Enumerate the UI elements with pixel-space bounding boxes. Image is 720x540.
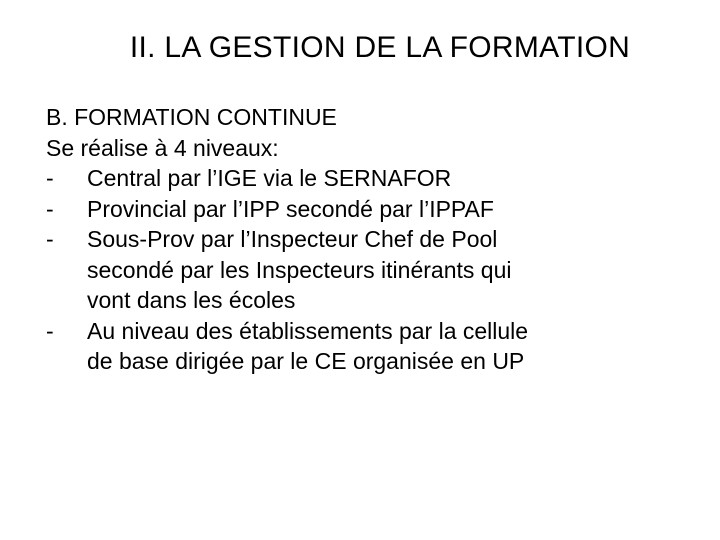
bullet-marker: - [46, 195, 54, 222]
bullet-marker: - [46, 226, 54, 252]
bullet-text-continued: secondé par les Inspecteurs itinérants qui [87, 256, 512, 283]
section-heading: B. FORMATION CONTINUE [46, 104, 337, 130]
bullet-item-central [46, 163, 686, 194]
bullet-item-sous-prov [46, 224, 686, 316]
bullet-text-continued: vont dans les écoles [87, 287, 296, 313]
bullet-text: Au niveau des établissements par la cellule [87, 317, 529, 344]
bullet-text: Provincial par l’IPP secondé par l’IPPAF [87, 195, 494, 222]
slide-title: II. LA GESTION DE LA FORMATION [129, 31, 631, 64]
bullet-item-provincial [46, 194, 686, 225]
slide-body [46, 102, 686, 377]
bullet-item-etablissements [46, 316, 686, 377]
bullet-marker: - [46, 317, 54, 344]
bullet-text-continued: de base dirigée par le CE organisée en UP [87, 348, 525, 374]
bullet-marker: - [46, 165, 54, 191]
bullet-text: Central par l’IGE via le SERNAFOR [87, 165, 452, 191]
bullet-text: Sous-Prov par l’Inspecteur Chef de Pool [87, 226, 498, 252]
intro-text: Se réalise à 4 niveaux: [46, 134, 279, 161]
